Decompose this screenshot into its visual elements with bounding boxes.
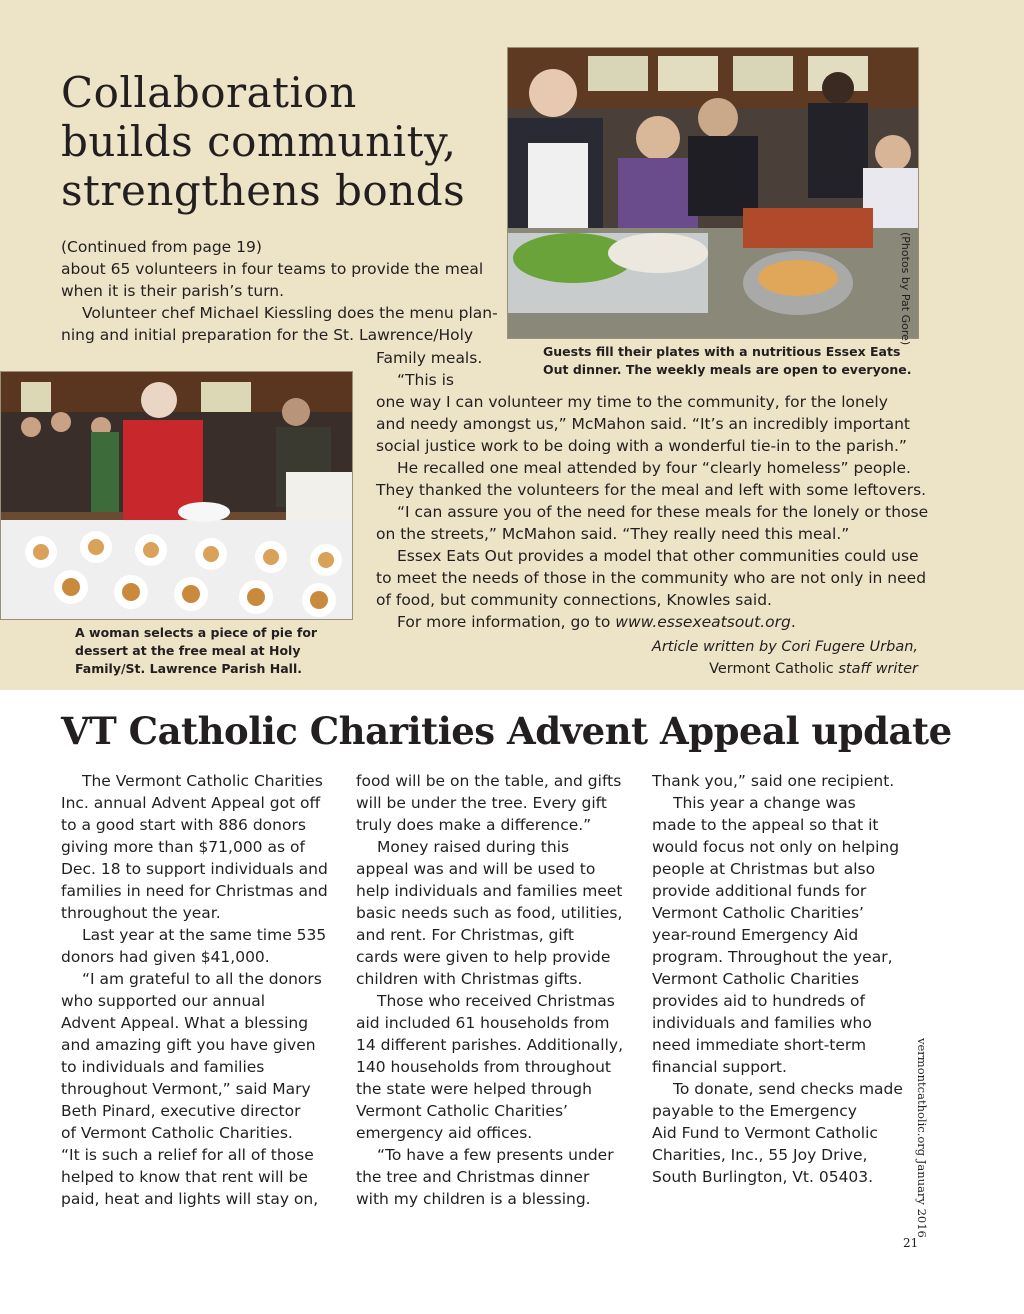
- text-line: individuals and families who: [652, 1014, 872, 1032]
- text-line: children with Christmas gifts.: [356, 970, 583, 988]
- text-line: Dec. 18 to support individuals and: [61, 860, 328, 878]
- text-line: donors had given $41,000.: [61, 948, 270, 966]
- text-line: Volunteer chef Michael Kiessling does the menu plan-: [82, 304, 498, 322]
- text-line: Money raised during this: [377, 838, 570, 856]
- headline-line: builds community,: [61, 117, 457, 166]
- text-line: and amazing gift you have given: [61, 1036, 316, 1054]
- text-line: help individuals and families meet: [356, 882, 623, 900]
- article-intro: [61, 236, 501, 346]
- text-line: They thanked the volunteers for the meal and left with some leftovers.: [376, 481, 927, 499]
- text-line: would focus not only on helping: [652, 838, 900, 856]
- text-line: with my children is a blessing.: [356, 1190, 591, 1208]
- text-line: provides aid to hundreds of: [652, 992, 865, 1010]
- article-headline: [61, 68, 491, 215]
- text-line: Inc. annual Advent Appeal got off: [61, 794, 321, 812]
- text-line: basic needs such as food, utilities,: [356, 904, 623, 922]
- text-line: the tree and Christmas dinner: [356, 1168, 590, 1186]
- text-line: who supported our annual: [61, 992, 266, 1010]
- text-line: giving more than $71,000 as of: [61, 838, 305, 856]
- photo-caption: A woman selects a piece of pie for dessert at the free meal at Holy Family/St. Lawrence Parish Hall.: [75, 625, 318, 676]
- text-line: ning and initial preparation for the St. Lawrence/Holy: [61, 326, 474, 344]
- website-link[interactable]: www.essexeatsout.org: [615, 613, 791, 631]
- byline-title: [376, 658, 918, 680]
- more-info-prefix: For more information, go to: [397, 613, 616, 631]
- text-line: about 65 volunteers in four teams to provide the meal: [61, 260, 484, 278]
- text-line: This year a change was: [673, 794, 856, 812]
- more-info-line: [376, 611, 921, 633]
- appeal-column-2: [356, 770, 646, 1210]
- text-line: to a good start with 886 donors: [61, 816, 306, 834]
- text-line: families in need for Christmas and: [61, 882, 328, 900]
- text-line: will be under the tree. Every gift: [356, 794, 607, 812]
- text-line: “I am grateful to all the donors: [82, 970, 322, 988]
- text-line: throughout the year.: [61, 904, 221, 922]
- text-line: Aid Fund to Vermont Catholic: [652, 1124, 878, 1142]
- text-line: of Vermont Catholic Charities.: [61, 1124, 293, 1142]
- text-line: the state were helped through: [356, 1080, 592, 1098]
- text-line: Charities, Inc., 55 Joy Drive,: [652, 1146, 868, 1164]
- page-number: 21: [903, 1236, 919, 1250]
- text-line: Family meals.: [376, 349, 483, 367]
- text-line: made to the appeal so that it: [652, 816, 879, 834]
- text-line: social justice work to be doing with a wonderful tie-in to the parish.”: [376, 437, 907, 455]
- text-line: cards were given to help provide: [356, 948, 611, 966]
- text-line: 140 households from throughout: [356, 1058, 611, 1076]
- text-line: Last year at the same time 535: [82, 926, 327, 944]
- byline-role: staff writer: [838, 661, 918, 677]
- appeal-column-1: [61, 770, 351, 1210]
- text-line: “To have a few presents under: [377, 1146, 614, 1164]
- appeal-headline: VT Catholic Charities Advent Appeal update: [61, 709, 952, 753]
- text-line: Vermont Catholic Charities’: [652, 904, 864, 922]
- text-line: appeal was and will be used to: [356, 860, 596, 878]
- text-line: Vermont Catholic Charities: [652, 970, 860, 988]
- text-line: Vermont Catholic Charities’: [356, 1102, 568, 1120]
- text-line: one way I can volunteer my time to the community, for the lonely: [376, 393, 888, 411]
- text-line: helped to know that rent will be: [61, 1168, 308, 1186]
- byline-publication: Vermont Catholic: [709, 661, 839, 677]
- text-line: paid, heat and lights will stay on,: [61, 1190, 319, 1208]
- photo-credit: (Photos by Pat Gore): [899, 232, 912, 346]
- text-line: Beth Pinard, executive director: [61, 1102, 301, 1120]
- text-line: of food, but community connections, Knowles said.: [376, 591, 772, 609]
- text-line: food will be on the table, and gifts: [356, 772, 622, 790]
- text-line: The Vermont Catholic Charities: [82, 772, 323, 790]
- byline: Article written by Cori Fugere Urban,: [651, 639, 918, 655]
- text-line: Those who received Christmas: [377, 992, 615, 1010]
- serving-line-photo: [507, 47, 919, 339]
- text-line: to meet the needs of those in the community who are not only in need: [376, 569, 927, 587]
- text-line: Essex Eats Out provides a model that other communities could use: [397, 547, 919, 565]
- text-line: aid included 61 households from: [356, 1014, 610, 1032]
- text-line: Thank you,” said one recipient.: [652, 772, 895, 790]
- text-line: Advent Appeal. What a blessing: [61, 1014, 309, 1032]
- photo-caption: Guests fill their plates with a nutritious Essex Eats Out dinner. The weekly meals are open to everyone.: [543, 344, 912, 377]
- text-line: financial support.: [652, 1058, 787, 1076]
- text-line: people at Christmas but also: [652, 860, 876, 878]
- text-line: year-round Emergency Aid: [652, 926, 859, 944]
- text-line: provide additional funds for: [652, 882, 867, 900]
- text-line: on the streets,” McMahon said. “They really need this meal.”: [376, 525, 850, 543]
- appeal-column-3: [652, 770, 942, 1188]
- article-body: [376, 347, 929, 633]
- text-line: program. Throughout the year,: [652, 948, 893, 966]
- text-line: South Burlington, Vt. 05403.: [652, 1168, 874, 1186]
- text-line: need immediate short-term: [652, 1036, 867, 1054]
- more-info-suffix: .: [790, 613, 796, 631]
- text-line: He recalled one meal attended by four “clearly homeless” people.: [397, 459, 911, 477]
- text-line: “It is such a relief for all of those: [61, 1146, 314, 1164]
- text-line: truly does make a difference.”: [356, 816, 592, 834]
- text-line: emergency aid offices.: [356, 1124, 533, 1142]
- headline-line: strengthens bonds: [61, 166, 466, 215]
- text-line: and needy amongst us,” McMahon said. “It’s an incredibly important: [376, 415, 910, 433]
- text-line: and rent. For Christmas, gift: [356, 926, 574, 944]
- text-line: throughout Vermont,” said Mary: [61, 1080, 311, 1098]
- text-line: to individuals and families: [61, 1058, 265, 1076]
- headline-line: Collaboration: [61, 68, 357, 117]
- text-line: (Continued from page 19): [61, 238, 262, 256]
- text-line: To donate, send checks made: [673, 1080, 903, 1098]
- side-folio: vermontcatholic.org January 2016: [915, 1038, 929, 1238]
- pie-table-photo: [0, 371, 353, 620]
- text-line: “This is: [397, 371, 455, 389]
- text-line: when it is their parish’s turn.: [61, 282, 285, 300]
- text-line: “I can assure you of the need for these meals for the lonely or those: [397, 503, 929, 521]
- text-line: payable to the Emergency: [652, 1102, 857, 1120]
- text-line: 14 different parishes. Additionally,: [356, 1036, 624, 1054]
